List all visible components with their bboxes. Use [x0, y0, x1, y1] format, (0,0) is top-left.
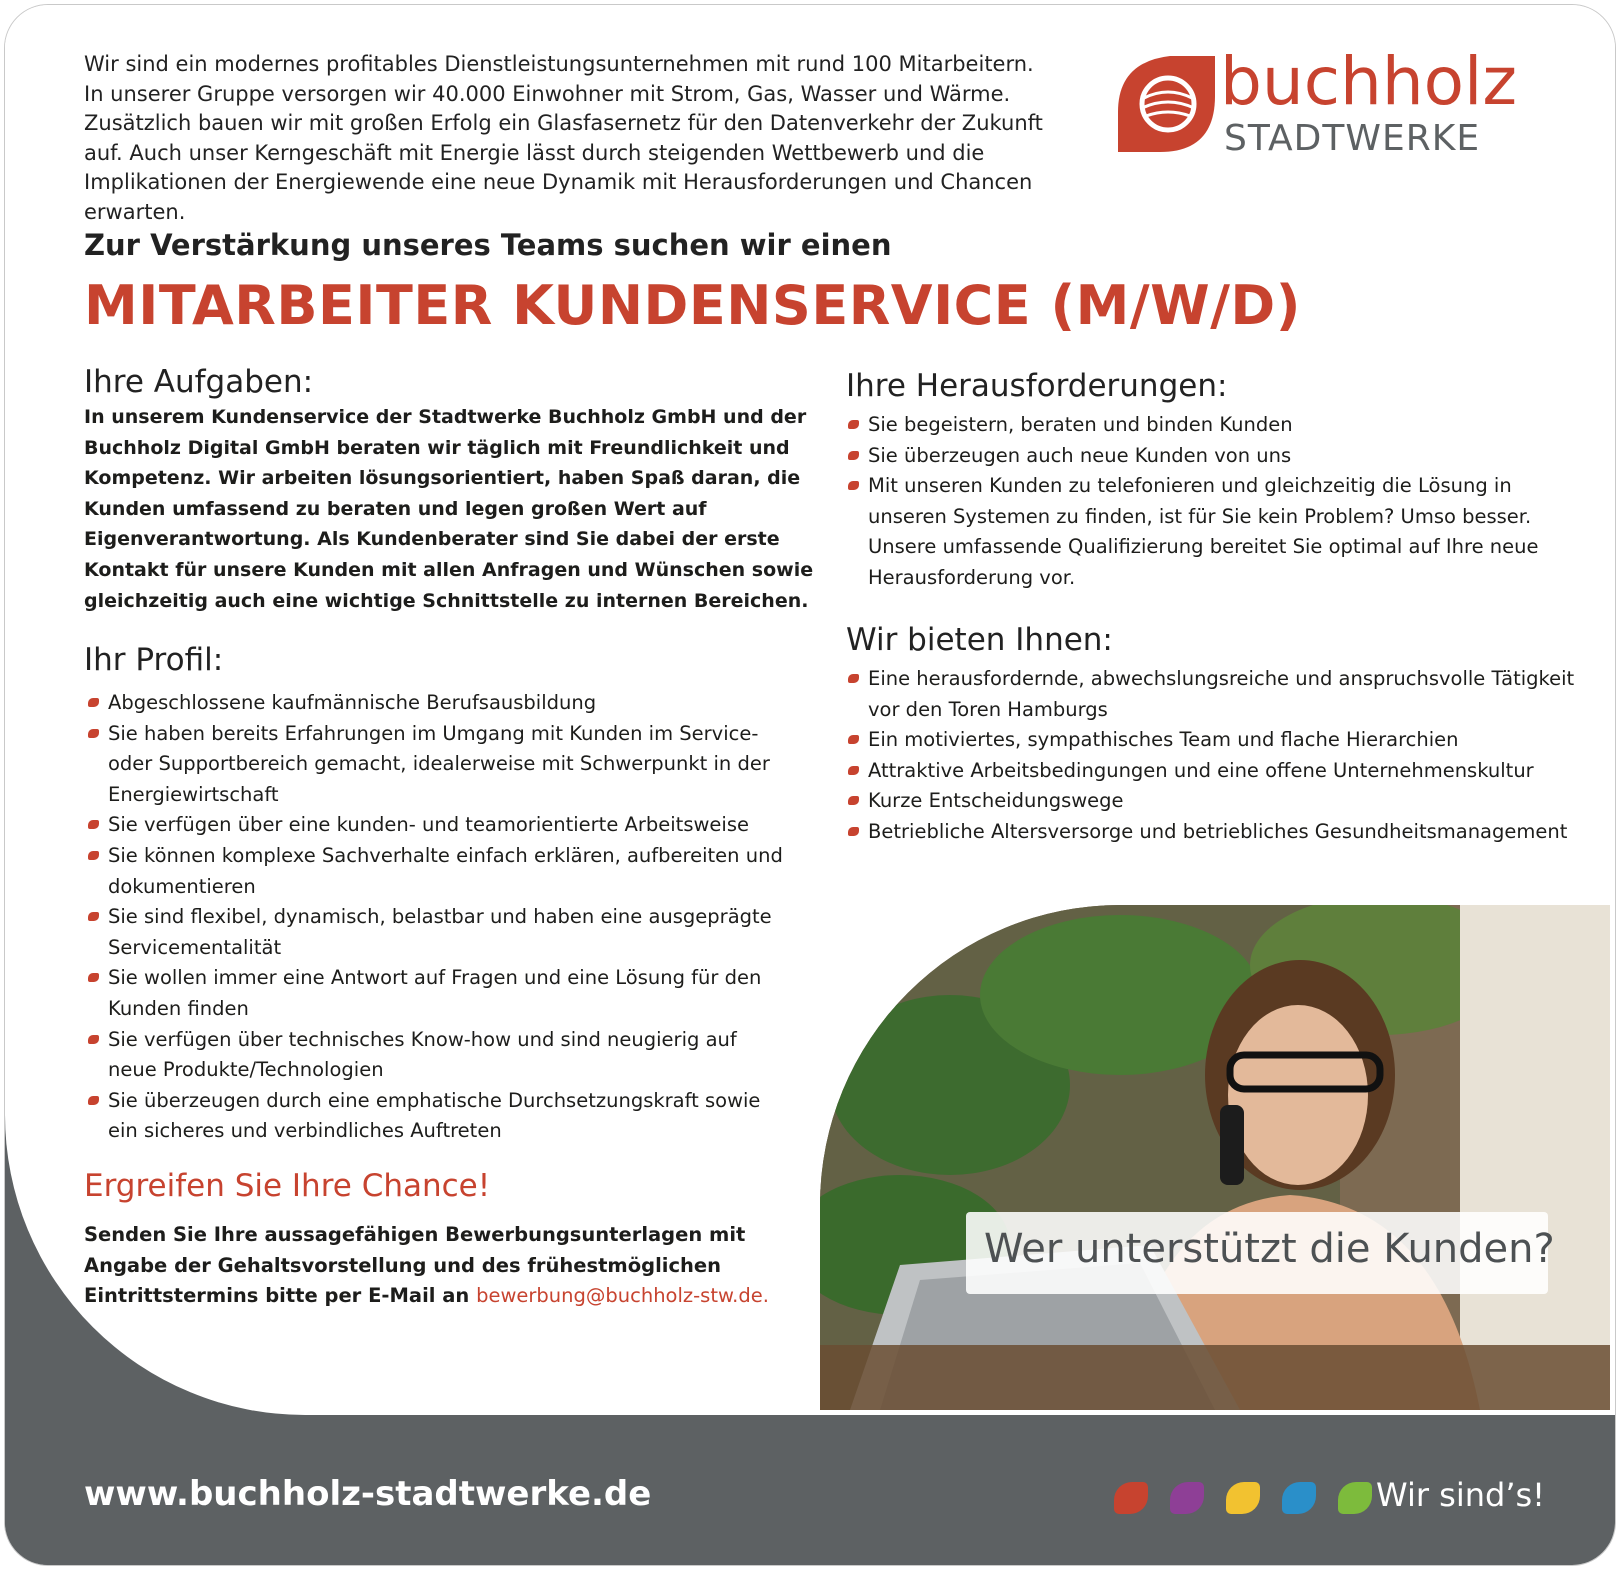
list-item: Sie haben bereits Erfahrungen im Umgang mit Kunden im Service- oder Supportbereich gemacht, idealerweise mit Schwerpunkt in der Energiewirtschaft [86, 719, 786, 811]
bullet-leaf-icon [848, 766, 859, 775]
list-item: Ein motiviertes, sympathisches Team und flache Hierarchien [846, 725, 1586, 756]
photo-woman-on-phone [820, 905, 1610, 1410]
photo-caption-box [966, 1212, 1555, 1294]
aufgaben-heading: Ihre Aufgaben: [84, 364, 314, 400]
bullet-leaf-icon [848, 796, 859, 805]
bullet-leaf-icon [848, 451, 859, 460]
list-item: Abgeschlossene kaufmännische Berufsausbildung [86, 688, 786, 719]
job-subhead: Zur Verstärkung unseres Teams suchen wir einen [84, 228, 892, 262]
slogan: Wir sind’s! [1376, 1476, 1545, 1514]
job-title: MITARBEITER KUNDENSERVICE (M/W/D) [84, 274, 1301, 337]
bullet-leaf-icon [88, 698, 99, 707]
list-item: Sie verfügen über eine kunden- und teamorientierte Arbeitsweise [86, 810, 786, 841]
bullet-leaf-icon [848, 674, 859, 683]
bullet-leaf-icon [88, 729, 99, 738]
list-item: Betriebliche Altersversorge und betriebliches Gesundheitsmanagement [846, 817, 1586, 848]
chance-heading: Ergreifen Sie Ihre Chance! [84, 1168, 491, 1204]
email-link[interactable]: bewerbung@buchholz-stw.de. [476, 1284, 769, 1308]
bullet-leaf-icon [848, 420, 859, 429]
list-item: Sie wollen immer eine Antwort auf Fragen und eine Lösung für den Kunden finden [86, 963, 786, 1024]
bullet-leaf-icon [88, 851, 99, 860]
photo-caption: Wer unterstützt die Kunden? [984, 1226, 1555, 1272]
profil-list [86, 688, 786, 1147]
list-item: Kurze Entscheidungswege [846, 786, 1586, 817]
website-url[interactable]: www.buchholz-stadtwerke.de [84, 1474, 652, 1514]
angebot-heading: Wir bieten Ihnen: [846, 622, 1113, 658]
angebot-list [846, 664, 1586, 848]
list-item: Sie begeistern, beraten und binden Kunden [846, 410, 1576, 441]
list-item: Sie überzeugen durch eine emphatische Durchsetzungskraft sowie ein sicheres und verbindliches Auftreten [86, 1086, 786, 1147]
list-item: Mit unseren Kunden zu telefonieren und gleichzeitig die Lösung in unseren Systemen zu finden, ist für Sie kein Problem? Umso besser. Unsere umfassende Qualifizierung bereitet Sie optimal auf Ihre neue Herausforderung vor. [846, 471, 1576, 593]
bullet-leaf-icon [848, 481, 859, 490]
bullet-leaf-icon [848, 827, 859, 836]
herausforderungen-list [846, 410, 1576, 594]
list-item: Sie verfügen über technisches Know-how und sind neugierig auf neue Produkte/Technologien [86, 1025, 786, 1086]
company-intro: Wir sind ein modernes profitables Dienstleistungsunternehmen mit rund 100 Mitarbeitern. In unserer Gruppe versorgen wir 40.000 Einwohner mit Strom, Gas, Wasser und Wärme. Zusätzlich bauen wir mit großen Erfolg ein Glasfasernetz für den Datenverkehr der Zukunft auf. Auch unser Kerngeschäft mit Energie lässt durch steigenden Wettbewerb und die Implikationen der Energiewende eine neue Dynamik mit Herausforderungen und Chancen erwarten. [84, 52, 1043, 224]
bullet-leaf-icon [88, 1035, 99, 1044]
herausforderungen-heading: Ihre Herausforderungen: [846, 368, 1228, 404]
bullet-leaf-icon [88, 912, 99, 921]
bullet-leaf-icon [88, 820, 99, 829]
aufgaben-text: In unserem Kundenservice der Stadtwerke Buchholz GmbH und der Buchholz Digital GmbH beraten wir täglich mit Freundlichkeit und Kompetenz. Wir arbeiten lösungsorientiert, haben Spaß daran, die Kunden umfassend zu beraten und legen großen Wert auf Eigenverantwortung. Als Kundenberater sind Sie dabei der erste Kontakt für unsere Kunden mit allen Anfragen und Wünschen sowie gleichzeitig auch eine wichtige Schnittstelle zu internen Bereichen. [84, 406, 814, 612]
list-item: Sie überzeugen auch neue Kunden von uns [846, 441, 1576, 472]
photo-illustration [820, 905, 1610, 1410]
logo-subtitle: STADTWERKE [1224, 118, 1481, 159]
list-item: Eine herausfordernde, abwechslungsreiche und anspruchsvolle Tätigkeit vor den Toren Hamburgs [846, 664, 1586, 725]
list-item: Sie sind flexibel, dynamisch, belastbar und haben eine ausgeprägte Servicementalität [86, 902, 786, 963]
bullet-leaf-icon [848, 735, 859, 744]
list-item: Sie können komplexe Sachverhalte einfach erklären, aufbereiten und dokumentieren [86, 841, 786, 902]
list-item: Attraktive Arbeitsbedingungen und eine offene Unternehmenskultur [846, 756, 1586, 787]
bullet-leaf-icon [88, 1096, 99, 1105]
application-text: Senden Sie Ihre aussagefähigen Bewerbungsunterlagen mit Angabe der Gehaltsvorstellung und des frühestmöglichen Eintrittstermins bitte per E-Mail an bewerbung@buchholz-stw.de. [84, 1223, 769, 1308]
bullet-leaf-icon [88, 973, 99, 982]
logo-name: buchholz [1220, 43, 1518, 120]
profil-heading: Ihr Profil: [84, 642, 224, 678]
